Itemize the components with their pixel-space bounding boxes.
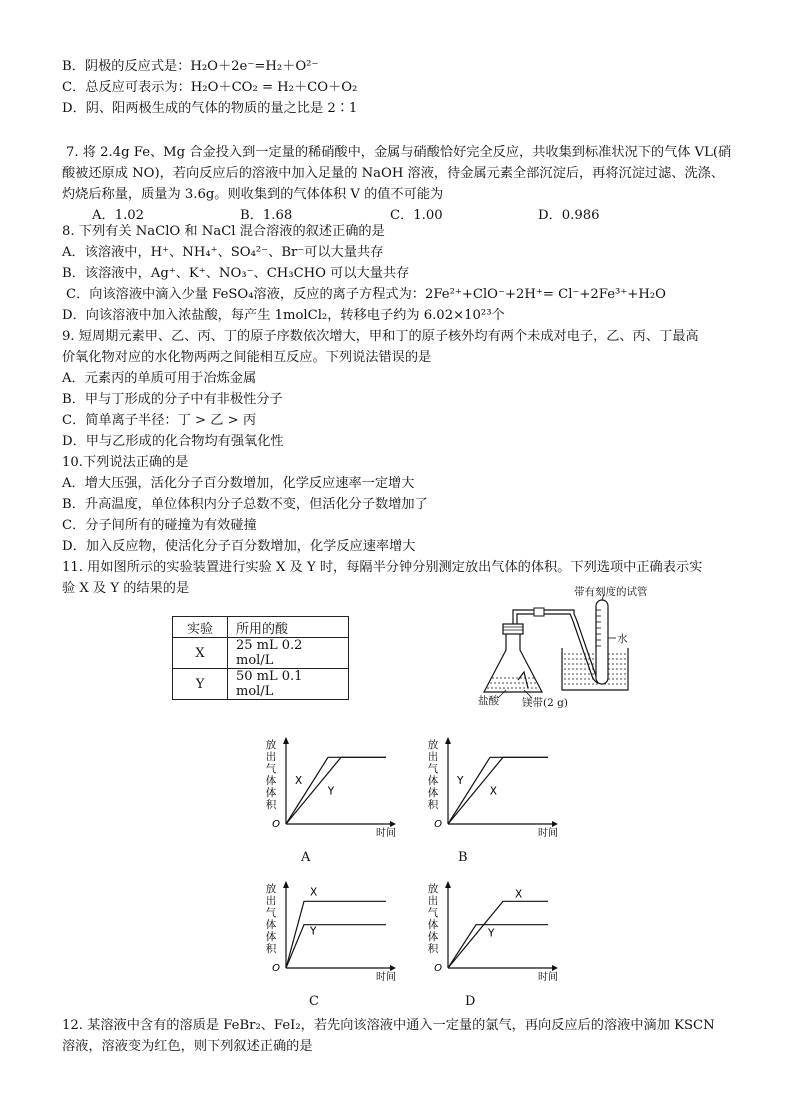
table-cell: 50 mL 0.1 mol/L [228, 669, 349, 700]
q8-option-b: B．该溶液中，Ag⁺、K⁺、NO₃⁻、CH₃CHO 可以大量共存 [62, 266, 410, 281]
series-line-y [448, 925, 548, 968]
q9-option-c: C．简单离子半径：丁 > 乙 > 丙 [62, 413, 257, 428]
y-axis-label-char: 气 [427, 763, 439, 775]
x-axis-label: 时间 [538, 828, 558, 839]
q12-stem-line1: 12. 某溶液中含有的溶质是 FeBr₂、FeI₂，若先向该溶液中通入一定量的氯气，再向反应后的溶液中滴加 KSCN [62, 1018, 715, 1033]
table-cell: X [173, 638, 228, 669]
series-line-y [286, 757, 386, 824]
y-axis-label-char: 体 [427, 931, 439, 943]
series-line-y [286, 925, 386, 968]
series-label-x: X [295, 775, 303, 787]
origin-label: O [434, 819, 442, 830]
y-axis-label-char: 积 [427, 943, 439, 955]
acid-label: 盐酸 [478, 695, 499, 707]
q6-option-b: B．阴极的反应式是：H₂O＋2e⁻=H₂＋O²⁻ [62, 59, 319, 74]
graph-b-label: B [458, 850, 468, 865]
test-tube-label: 带有刻度的试管 [574, 586, 648, 598]
origin-label: O [272, 819, 280, 830]
q7-option-a: A．1.02 [92, 208, 145, 223]
table-row [173, 669, 349, 700]
delivery-tube [513, 610, 602, 681]
y-axis-label-char: 体 [427, 787, 439, 799]
table-header-cell: 实验 [173, 617, 228, 638]
q8-option-d: D．向该溶液中加入浓盐酸，每产生 1molCl₂，转移电子约为 6.02×10²³个 [62, 308, 505, 323]
water-label: 水 [617, 633, 628, 645]
y-axis-label-char: 体 [427, 775, 439, 787]
y-axis-label-char: 体 [427, 919, 439, 931]
series-label-y: Y [457, 775, 464, 787]
y-axis-label-char: 气 [265, 907, 277, 919]
magnesium-ribbon [518, 672, 528, 688]
q9-stem-line1: 9. 短周期元素甲、乙、丙、丁的原子序数依次增大，甲和丁的原子核外均有两个未成对电子，乙、丙、丁最高 [62, 329, 699, 344]
y-axis-label-char: 放 [427, 883, 439, 895]
table-row [173, 638, 349, 669]
y-axis-arrow [283, 737, 289, 744]
q8-option-c: C．向该溶液中滴入少量 FeSO₄溶液，反应的离子方程式为：2Fe²⁺+ClO⁻+2H⁺= Cl⁻+2Fe³⁺+H₂O [66, 287, 666, 302]
q8-stem: 8. 下列有关 NaClO 和 NaCl 混合溶液的叙述正确的是 [62, 224, 385, 239]
y-axis-label-char: 积 [427, 799, 439, 811]
magnesium-label: 镁带(2 g) [522, 697, 568, 709]
q7-stem-line2: 酸被还原成 NO)，若向反应后的溶液中加入足量的 NaOH 溶液，待金属元素全部沉淀后，再将沉淀过滤、洗涤、 [62, 166, 725, 181]
x-axis-arrow [552, 965, 558, 971]
y-axis-label-char: 气 [427, 907, 439, 919]
q10-option-c: C．分子间所有的碰撞为有效碰撞 [62, 518, 257, 533]
series-label-x: X [489, 785, 497, 798]
x-axis-label: 时间 [376, 828, 396, 839]
series-label-y: Y [488, 927, 495, 940]
y-axis-label-char: 体 [265, 775, 277, 787]
series-line-x [286, 901, 386, 968]
y-axis-label-char: 积 [265, 799, 277, 811]
series-line-x [286, 757, 386, 824]
graph-c [264, 880, 404, 990]
q7-stem-line3: 灼烧后称量，质量为 3.6g。则收集到的气体体积 V 的值不可能为 [62, 187, 444, 202]
q10-option-d: D．加入反应物，使活化分子百分数增加，化学反应速率增大 [62, 539, 416, 554]
q9-stem-line2: 价氧化物对应的水化物两两之间能相互反应。下列说法错误的是 [62, 350, 432, 365]
y-axis-label-char: 体 [265, 931, 277, 943]
table-header-row [173, 617, 349, 638]
graph-a [264, 736, 404, 846]
y-axis-arrow [283, 881, 289, 888]
y-axis-arrow [445, 881, 451, 888]
table-cell: Y [173, 669, 228, 700]
series-label-x: X [515, 888, 523, 901]
q7-stem-line1: 7. 将 2.4g Fe、Mg 合金投入到一定量的稀硝酸中，金属与硝酸恰好完全反应，共收集到标准状况下的气体 VL(硝 [66, 145, 732, 160]
y-axis-label-char: 出 [265, 895, 277, 907]
q9-option-b: B．甲与丁形成的分子中有非极性分子 [62, 392, 283, 407]
q7-option-b: B．1.68 [240, 208, 293, 223]
y-axis-label-char: 出 [427, 751, 439, 763]
q10-option-b: B．升高温度，单位体积内分子总数不变，但活化分子数增加了 [62, 497, 428, 512]
q8-option-a: A．该溶液中，H⁺、NH₄⁺、SO₄²⁻、Br⁻可以大量共存 [62, 245, 384, 260]
series-line-x [448, 901, 548, 968]
series-label-x: X [310, 886, 318, 899]
table-header-cell: 所用的酸 [228, 617, 349, 638]
origin-label: O [272, 963, 280, 974]
q6-option-c: C．总反应可表示为：H₂O＋CO₂ = H₂＋CO＋O₂ [62, 80, 358, 95]
series-line-x [448, 757, 548, 824]
y-axis-label-char: 放 [427, 739, 439, 751]
y-axis-label-char: 体 [265, 919, 277, 931]
q7-option-d: D．0.986 [538, 208, 600, 223]
acid-table [172, 616, 349, 700]
origin-label: O [434, 963, 442, 974]
x-axis-arrow [390, 965, 396, 971]
x-axis-arrow [552, 821, 558, 827]
q6-option-d: D．阴、阳两极生成的气体的物质的量之比是 2∶1 [62, 101, 358, 116]
q11-stem-line2: 验 X 及 Y 的结果的是 [62, 581, 190, 596]
q7-option-c: C．1.00 [390, 208, 443, 223]
series-label-y: Y [310, 925, 317, 938]
x-axis-label: 时间 [376, 972, 396, 983]
y-axis-arrow [445, 737, 451, 744]
graph-b [426, 736, 566, 846]
q11-stem-line1: 11. 用如图所示的实验装置进行实验 X 及 Y 时，每隔半分钟分别测定放出气体的体积。下列选项中正确表示实 [62, 560, 703, 575]
graph-c-label: C [309, 994, 319, 1009]
y-axis-label-char: 出 [427, 895, 439, 907]
graph-d [426, 880, 566, 990]
graph-d-label: D [465, 994, 476, 1009]
q9-option-a: A．元素丙的单质可用于冶炼金属 [62, 371, 257, 386]
acid-liquid [487, 678, 539, 688]
q9-option-d: D．甲与乙形成的化合物均有强氧化性 [62, 434, 284, 449]
y-axis-label-char: 出 [265, 751, 277, 763]
q10-option-a: A．增大压强，活化分子百分数增加，化学反应速率一定增大 [62, 476, 415, 491]
table-cell: 25 mL 0.2 mol/L [228, 638, 349, 669]
y-axis-label-char: 放 [265, 883, 277, 895]
q12-stem-line2: 溶液，溶液变为红色，则下列叙述正确的是 [62, 1039, 313, 1054]
series-line-y [448, 757, 548, 824]
y-axis-label-char: 气 [265, 763, 277, 775]
x-axis-arrow [390, 821, 396, 827]
graduated-test-tube [596, 600, 608, 684]
y-axis-label-char: 积 [265, 943, 277, 955]
conical-flask [484, 632, 542, 692]
graph-a-label: A [301, 850, 311, 865]
y-axis-label-char: 体 [265, 787, 277, 799]
rubber-stopper [503, 624, 523, 634]
y-axis-label-char: 放 [265, 739, 277, 751]
x-axis-label: 时间 [538, 972, 558, 983]
q10-stem: 10.下列说法正确的是 [62, 455, 189, 470]
series-label-y: Y [327, 785, 335, 798]
water-trough [562, 648, 628, 690]
